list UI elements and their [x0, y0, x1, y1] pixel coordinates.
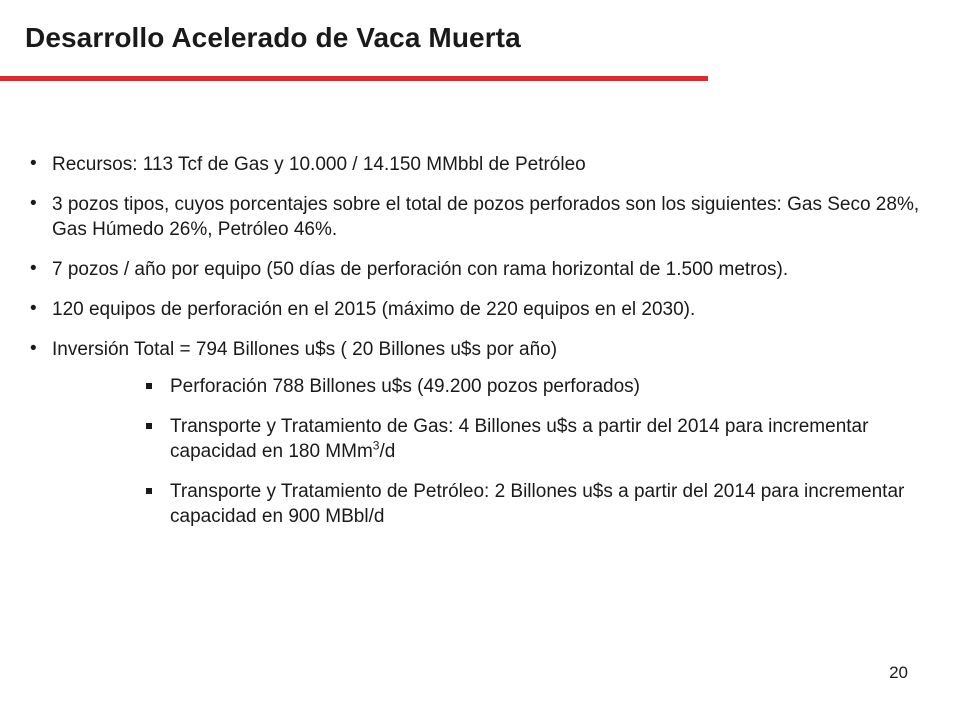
bullet-dot-icon: • — [30, 258, 37, 279]
square-bullet-icon — [146, 488, 152, 494]
bullet-text: 120 equipos de perforación en el 2015 (máximo de 220 equipos en el 2030). — [52, 299, 696, 320]
sub-bullet-gas-transport — [146, 414, 938, 464]
title-underline — [0, 76, 708, 81]
sub-bullet-list — [52, 374, 938, 529]
sub-bullet-text: Transporte y Tratamiento de Gas: 4 Billones u$s a partir del 2014 para incrementar capacidad en 180 MMm — [170, 416, 869, 462]
bullet-dot-icon: • — [30, 153, 37, 174]
sub-bullet-unit-suffix: /d — [379, 441, 396, 462]
superscript-exponent: 3 — [372, 438, 380, 453]
bullet-dot-icon: • — [30, 338, 37, 359]
sub-bullet-text: Transporte y Tratamiento de Petróleo: 2 Billones u$s a partir del 2014 para incrementar capacidad en 900 MBbl/d — [170, 481, 905, 527]
page-number: 20 — [889, 663, 908, 682]
bullet-text: Recursos: 113 Tcf de Gas y 10.000 / 14.150 MMbbl de Petróleo — [52, 154, 586, 175]
bullet-dot-icon: • — [30, 193, 37, 214]
page-title: Desarrollo Acelerado de Vaca Muerta — [25, 22, 521, 53]
bullet-dot-icon: • — [30, 298, 37, 319]
bullet-item-well-types — [28, 192, 938, 242]
bullet-item-resources — [28, 152, 938, 177]
sub-bullet-drilling — [146, 374, 938, 399]
bullet-list — [28, 152, 938, 544]
bullet-text: 7 pozos / año por equipo (50 días de perforación con rama horizontal de 1.500 metros). — [52, 259, 789, 280]
sub-bullet-text: Perforación 788 Billones u$s (49.200 pozos perforados) — [170, 376, 641, 397]
square-bullet-icon — [146, 383, 152, 389]
bullet-text: Inversión Total = 794 Billones u$s ( 20 Billones u$s por año) — [52, 339, 558, 360]
sub-bullet-oil-transport — [146, 479, 938, 529]
bullet-item-rigs — [28, 297, 938, 322]
bullet-item-investment — [28, 337, 938, 529]
bullet-item-wells-per-rig — [28, 257, 938, 282]
bullet-text: 3 pozos tipos, cuyos porcentajes sobre el total de pozos perforados son los siguientes: Gas Seco 28%, Gas Húmedo 26%, Petróleo 46%. — [52, 194, 920, 240]
square-bullet-icon — [146, 423, 152, 429]
